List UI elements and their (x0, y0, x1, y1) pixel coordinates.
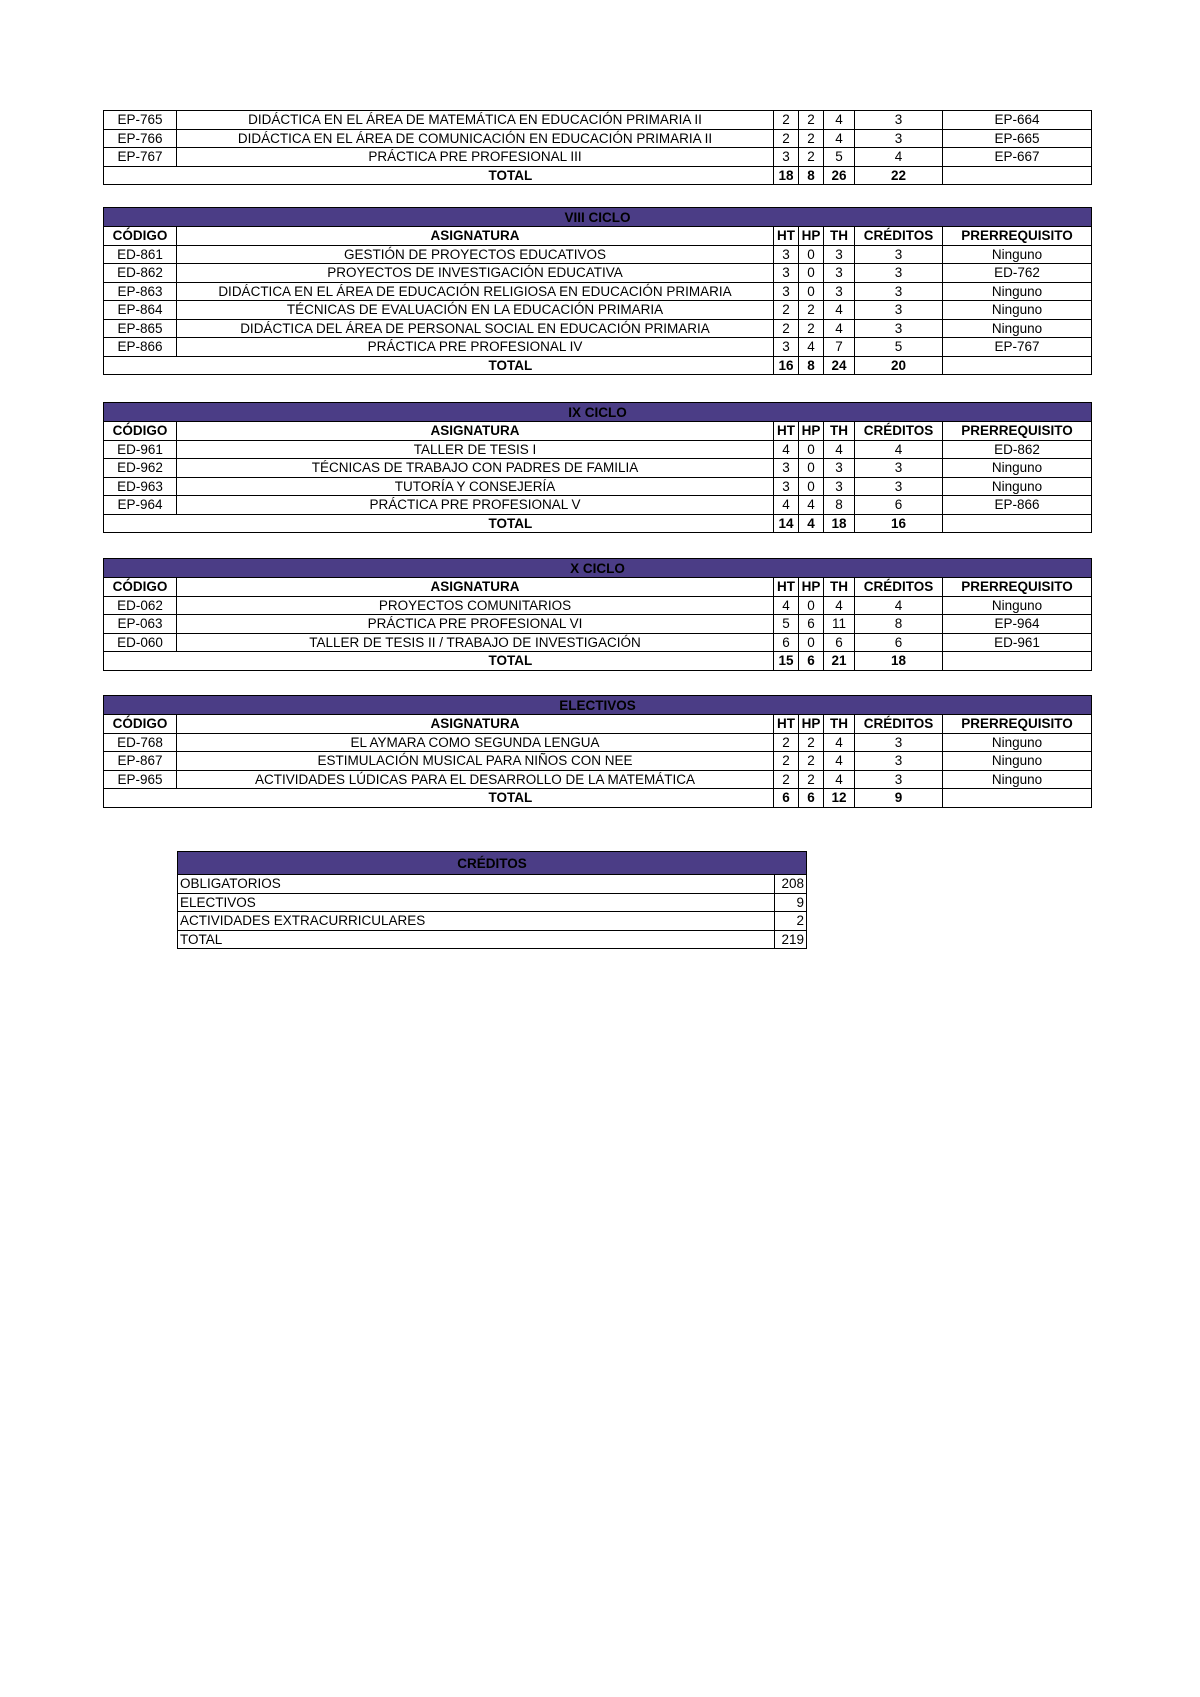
cell-prereq: Ninguno (943, 733, 1092, 752)
cell-ht: 2 (774, 129, 799, 148)
table-row (104, 459, 1092, 478)
cell-hp: 2 (799, 319, 824, 338)
header-th: TH (824, 715, 855, 734)
cycle-title: ELECTIVOS (104, 696, 1092, 715)
cell-prereq: Ninguno (943, 245, 1092, 264)
header-subject: ASIGNATURA (177, 715, 774, 734)
cell-code: EP-867 (104, 752, 177, 771)
cycle-table-vii (103, 110, 1092, 185)
total-row (104, 356, 1092, 375)
header-ht: HT (774, 422, 799, 441)
total-label: TOTAL (177, 652, 774, 671)
total-ht: 18 (774, 166, 799, 185)
table-row (104, 129, 1092, 148)
header-code: CÓDIGO (104, 715, 177, 734)
header-subject: ASIGNATURA (177, 578, 774, 597)
cell-credits: 3 (855, 319, 943, 338)
cell-ht: 3 (774, 338, 799, 357)
cell-code: EP-866 (104, 338, 177, 357)
cell-ht: 3 (774, 477, 799, 496)
cycle-table-ix (103, 402, 1092, 533)
table-row (178, 912, 807, 931)
table-row (104, 111, 1092, 130)
total-spacer (104, 789, 177, 808)
total-label: TOTAL (177, 166, 774, 185)
cycle-table-x (103, 558, 1092, 671)
credits-value: 9 (775, 893, 807, 912)
cell-prereq: EP-664 (943, 111, 1092, 130)
cell-prereq: EP-667 (943, 148, 1092, 167)
table-row (178, 875, 807, 894)
cell-code: ED-962 (104, 459, 177, 478)
cell-ht: 3 (774, 148, 799, 167)
total-hp: 8 (799, 166, 824, 185)
total-prereq-empty (943, 356, 1092, 375)
cell-credits: 3 (855, 264, 943, 283)
total-hp: 8 (799, 356, 824, 375)
cell-ht: 2 (774, 301, 799, 320)
cell-ht: 3 (774, 459, 799, 478)
cell-prereq: EP-767 (943, 338, 1092, 357)
header-subject: ASIGNATURA (177, 227, 774, 246)
cell-th: 4 (824, 111, 855, 130)
table-row (178, 893, 807, 912)
cell-ht: 2 (774, 319, 799, 338)
table-body (104, 208, 1092, 375)
header-hp: HP (799, 227, 824, 246)
cell-subject: PRÁCTICA PRE PROFESIONAL V (177, 496, 774, 515)
header-credits: CRÉDITOS (855, 422, 943, 441)
header-code: CÓDIGO (104, 578, 177, 597)
table-row (104, 477, 1092, 496)
total-spacer (104, 652, 177, 671)
cell-prereq: Ninguno (943, 752, 1092, 771)
cell-prereq: Ninguno (943, 459, 1092, 478)
table-row (104, 615, 1092, 634)
cell-ht: 3 (774, 282, 799, 301)
header-th: TH (824, 578, 855, 597)
cell-credits: 3 (855, 733, 943, 752)
header-credits: CRÉDITOS (855, 715, 943, 734)
cell-credits: 3 (855, 129, 943, 148)
cell-credits: 4 (855, 148, 943, 167)
total-ht: 16 (774, 356, 799, 375)
cell-th: 3 (824, 477, 855, 496)
total-th: 26 (824, 166, 855, 185)
table-row (178, 930, 807, 949)
cell-code: ED-062 (104, 596, 177, 615)
table-row (104, 770, 1092, 789)
cell-th: 4 (824, 440, 855, 459)
cell-hp: 2 (799, 129, 824, 148)
total-hp: 6 (799, 652, 824, 671)
total-prereq-empty (943, 514, 1092, 533)
header-ht: HT (774, 578, 799, 597)
cell-credits: 3 (855, 111, 943, 130)
cell-ht: 3 (774, 264, 799, 283)
cell-subject: TALLER DE TESIS II / TRABAJO DE INVESTIGACIÓN (177, 633, 774, 652)
cell-th: 4 (824, 319, 855, 338)
cell-th: 4 (824, 752, 855, 771)
cycle-title: VIII CICLO (104, 208, 1092, 227)
cell-subject: TALLER DE TESIS I (177, 440, 774, 459)
cell-th: 11 (824, 615, 855, 634)
cell-prereq: Ninguno (943, 596, 1092, 615)
total-ht: 6 (774, 789, 799, 808)
cell-credits: 3 (855, 245, 943, 264)
cell-hp: 0 (799, 596, 824, 615)
cell-hp: 2 (799, 752, 824, 771)
header-prereq: PRERREQUISITO (943, 578, 1092, 597)
cell-subject: TUTORÍA Y CONSEJERÍA (177, 477, 774, 496)
header-code: CÓDIGO (104, 422, 177, 441)
table-row (104, 733, 1092, 752)
cell-th: 5 (824, 148, 855, 167)
table-body (178, 852, 807, 949)
table-body (104, 403, 1092, 533)
cell-subject: EL AYMARA COMO SEGUNDA LENGUA (177, 733, 774, 752)
cell-ht: 2 (774, 752, 799, 771)
table-row (104, 301, 1092, 320)
credits-value: 2 (775, 912, 807, 931)
table-row (104, 282, 1092, 301)
cell-ht: 2 (774, 770, 799, 789)
cell-code: ED-862 (104, 264, 177, 283)
cell-code: ED-861 (104, 245, 177, 264)
total-credits: 22 (855, 166, 943, 185)
credits-label: TOTAL (178, 930, 775, 949)
cell-ht: 4 (774, 496, 799, 515)
total-row (104, 652, 1092, 671)
cell-hp: 2 (799, 770, 824, 789)
cell-credits: 3 (855, 752, 943, 771)
header-th: TH (824, 422, 855, 441)
header-th: TH (824, 227, 855, 246)
cell-prereq: Ninguno (943, 282, 1092, 301)
total-hp: 4 (799, 514, 824, 533)
cell-subject: DIDÁCTICA EN EL ÁREA DE EDUCACIÓN RELIGIOSA EN EDUCACIÓN PRIMARIA (177, 282, 774, 301)
cell-hp: 0 (799, 264, 824, 283)
cell-subject: ACTIVIDADES LÚDICAS PARA EL DESARROLLO DE LA MATEMÁTICA (177, 770, 774, 789)
cell-th: 8 (824, 496, 855, 515)
table-row (104, 752, 1092, 771)
header-hp: HP (799, 715, 824, 734)
cell-credits: 6 (855, 496, 943, 515)
header-ht: HT (774, 227, 799, 246)
cell-code: EP-766 (104, 129, 177, 148)
credits-label: OBLIGATORIOS (178, 875, 775, 894)
cycle-table-viii (103, 207, 1092, 375)
cell-th: 4 (824, 733, 855, 752)
total-spacer (104, 166, 177, 185)
cell-prereq: Ninguno (943, 770, 1092, 789)
cell-hp: 0 (799, 459, 824, 478)
cell-prereq: ED-961 (943, 633, 1092, 652)
header-hp: HP (799, 422, 824, 441)
header-prereq: PRERREQUISITO (943, 227, 1092, 246)
cell-subject: PROYECTOS COMUNITARIOS (177, 596, 774, 615)
cell-th: 4 (824, 770, 855, 789)
total-prereq-empty (943, 789, 1092, 808)
cell-hp: 0 (799, 477, 824, 496)
cell-prereq: Ninguno (943, 301, 1092, 320)
cell-ht: 4 (774, 440, 799, 459)
table-row (104, 596, 1092, 615)
cell-code: EP-063 (104, 615, 177, 634)
cell-hp: 2 (799, 148, 824, 167)
header-row (104, 715, 1092, 734)
total-row (104, 166, 1092, 185)
cell-ht: 5 (774, 615, 799, 634)
total-hp: 6 (799, 789, 824, 808)
cell-subject: PROYECTOS DE INVESTIGACIÓN EDUCATIVA (177, 264, 774, 283)
cell-hp: 2 (799, 111, 824, 130)
cell-th: 3 (824, 459, 855, 478)
header-ht: HT (774, 715, 799, 734)
cell-code: ED-060 (104, 633, 177, 652)
cell-th: 3 (824, 282, 855, 301)
credits-label: ACTIVIDADES EXTRACURRICULARES (178, 912, 775, 931)
cell-subject: ESTIMULACIÓN MUSICAL PARA NIÑOS CON NEE (177, 752, 774, 771)
cell-subject: GESTIÓN DE PROYECTOS EDUCATIVOS (177, 245, 774, 264)
cell-credits: 3 (855, 477, 943, 496)
cell-credits: 3 (855, 770, 943, 789)
table-row (104, 440, 1092, 459)
table-row (104, 633, 1092, 652)
cell-prereq: ED-862 (943, 440, 1092, 459)
total-label: TOTAL (177, 356, 774, 375)
cell-hp: 0 (799, 633, 824, 652)
header-subject: ASIGNATURA (177, 422, 774, 441)
cell-th: 3 (824, 245, 855, 264)
total-spacer (104, 514, 177, 533)
header-code: CÓDIGO (104, 227, 177, 246)
table-body (104, 559, 1092, 671)
cell-credits: 3 (855, 282, 943, 301)
cell-th: 4 (824, 129, 855, 148)
cell-ht: 6 (774, 633, 799, 652)
cell-th: 3 (824, 264, 855, 283)
header-row (104, 578, 1092, 597)
header-row (104, 227, 1092, 246)
total-credits: 20 (855, 356, 943, 375)
cell-prereq: EP-964 (943, 615, 1092, 634)
cell-hp: 6 (799, 615, 824, 634)
total-spacer (104, 356, 177, 375)
table-body (104, 111, 1092, 185)
cell-subject: TÉCNICAS DE EVALUACIÓN EN LA EDUCACIÓN PRIMARIA (177, 301, 774, 320)
total-th: 24 (824, 356, 855, 375)
table-body (104, 696, 1092, 808)
total-th: 12 (824, 789, 855, 808)
header-row (104, 422, 1092, 441)
total-credits: 18 (855, 652, 943, 671)
total-label: TOTAL (177, 514, 774, 533)
table-row (104, 319, 1092, 338)
cell-ht: 2 (774, 733, 799, 752)
credits-value: 208 (775, 875, 807, 894)
total-row (104, 514, 1092, 533)
header-credits: CRÉDITOS (855, 227, 943, 246)
header-prereq: PRERREQUISITO (943, 715, 1092, 734)
cycle-title: X CICLO (104, 559, 1092, 578)
cell-ht: 2 (774, 111, 799, 130)
cell-code: ED-961 (104, 440, 177, 459)
total-prereq-empty (943, 652, 1092, 671)
cell-subject: PRÁCTICA PRE PROFESIONAL VI (177, 615, 774, 634)
cell-th: 4 (824, 301, 855, 320)
cell-th: 4 (824, 596, 855, 615)
cell-code: EP-767 (104, 148, 177, 167)
cell-hp: 2 (799, 733, 824, 752)
cell-credits: 3 (855, 459, 943, 478)
credits-summary-table (177, 851, 807, 949)
cell-credits: 4 (855, 596, 943, 615)
total-credits: 9 (855, 789, 943, 808)
cell-prereq: ED-762 (943, 264, 1092, 283)
header-hp: HP (799, 578, 824, 597)
cell-code: EP-864 (104, 301, 177, 320)
cell-credits: 8 (855, 615, 943, 634)
header-prereq: PRERREQUISITO (943, 422, 1092, 441)
cell-subject: DIDÁCTICA EN EL ÁREA DE MATEMÁTICA EN EDUCACIÓN PRIMARIA II (177, 111, 774, 130)
cell-th: 6 (824, 633, 855, 652)
cell-code: ED-768 (104, 733, 177, 752)
credits-label: ELECTIVOS (178, 893, 775, 912)
cell-hp: 0 (799, 282, 824, 301)
cycle-table-electivos (103, 695, 1092, 808)
cell-credits: 6 (855, 633, 943, 652)
table-row (104, 245, 1092, 264)
header-credits: CRÉDITOS (855, 578, 943, 597)
total-label: TOTAL (177, 789, 774, 808)
cycle-title: IX CICLO (104, 403, 1092, 422)
cell-hp: 0 (799, 440, 824, 459)
cell-ht: 4 (774, 596, 799, 615)
cell-prereq: Ninguno (943, 477, 1092, 496)
cell-credits: 5 (855, 338, 943, 357)
cell-prereq: EP-665 (943, 129, 1092, 148)
total-th: 21 (824, 652, 855, 671)
cell-hp: 0 (799, 245, 824, 264)
cell-code: ED-963 (104, 477, 177, 496)
cell-prereq: EP-866 (943, 496, 1092, 515)
cell-code: EP-965 (104, 770, 177, 789)
cell-subject: TÉCNICAS DE TRABAJO CON PADRES DE FAMILIA (177, 459, 774, 478)
table-row (104, 496, 1092, 515)
cell-credits: 3 (855, 301, 943, 320)
cell-subject: PRÁCTICA PRE PROFESIONAL IV (177, 338, 774, 357)
cell-hp: 4 (799, 338, 824, 357)
credits-value: 219 (775, 930, 807, 949)
cell-prereq: Ninguno (943, 319, 1092, 338)
total-credits: 16 (855, 514, 943, 533)
cell-hp: 4 (799, 496, 824, 515)
cell-hp: 2 (799, 301, 824, 320)
cell-code: EP-865 (104, 319, 177, 338)
cell-code: EP-863 (104, 282, 177, 301)
cell-subject: DIDÁCTICA EN EL ÁREA DE COMUNICACIÓN EN EDUCACIÓN PRIMARIA II (177, 129, 774, 148)
total-th: 18 (824, 514, 855, 533)
total-row (104, 789, 1092, 808)
table-row (104, 264, 1092, 283)
cell-th: 7 (824, 338, 855, 357)
cell-subject: DIDÁCTICA DEL ÁREA DE PERSONAL SOCIAL EN EDUCACIÓN PRIMARIA (177, 319, 774, 338)
cell-code: EP-964 (104, 496, 177, 515)
cell-subject: PRÁCTICA PRE PROFESIONAL III (177, 148, 774, 167)
cell-credits: 4 (855, 440, 943, 459)
table-row (104, 148, 1092, 167)
total-ht: 14 (774, 514, 799, 533)
credits-summary-title: CRÉDITOS (178, 852, 807, 875)
total-prereq-empty (943, 166, 1092, 185)
total-ht: 15 (774, 652, 799, 671)
cell-ht: 3 (774, 245, 799, 264)
table-row (104, 338, 1092, 357)
cell-code: EP-765 (104, 111, 177, 130)
